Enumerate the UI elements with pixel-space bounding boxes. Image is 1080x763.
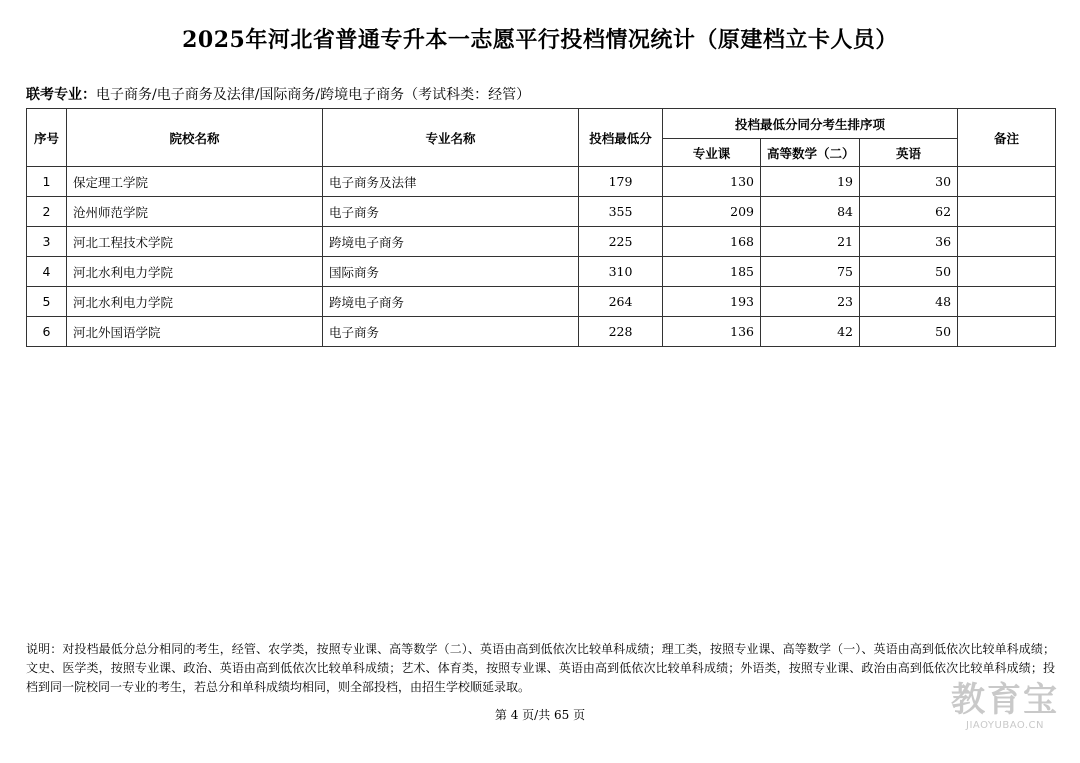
header-math: 高等数学（二） <box>761 139 860 167</box>
header-english: 英语 <box>860 139 958 167</box>
cell-major: 跨境电子商务 <box>323 287 579 317</box>
header-professional: 专业课 <box>663 139 761 167</box>
cell-remarks <box>958 167 1056 197</box>
cell-professional: 168 <box>663 227 761 257</box>
header-min-score: 投档最低分 <box>579 109 663 167</box>
cell-math: 42 <box>761 317 860 347</box>
cell-professional: 193 <box>663 287 761 317</box>
admission-table <box>26 108 1056 347</box>
cell-index: 1 <box>27 167 67 197</box>
cell-professional: 130 <box>663 167 761 197</box>
cell-professional: 136 <box>663 317 761 347</box>
table-row <box>27 197 1056 227</box>
cell-school: 沧州师范学院 <box>67 197 323 227</box>
table-row <box>27 227 1056 257</box>
page-title: 2025年河北省普通专升本一志愿平行投档情况统计（原建档立卡人员） <box>182 27 898 53</box>
subject-value: 电子商务/电子商务及法律/国际商务/跨境电子商务（考试科类：经管） <box>96 87 531 103</box>
cell-major: 电子商务 <box>323 317 579 347</box>
cell-school: 保定理工学院 <box>67 167 323 197</box>
cell-school: 河北外国语学院 <box>67 317 323 347</box>
watermark-main: 教育宝 <box>951 680 1059 720</box>
cell-index: 4 <box>27 257 67 287</box>
cell-remarks <box>958 197 1056 227</box>
cell-major: 电子商务及法律 <box>323 167 579 197</box>
cell-index: 6 <box>27 317 67 347</box>
header-school: 院校名称 <box>67 109 323 167</box>
watermark-sub: JIAOYUBAO.CN <box>966 720 1044 731</box>
page-number: 第 4 页/共 65 页 <box>494 708 586 722</box>
cell-major: 国际商务 <box>323 257 579 287</box>
cell-major: 跨境电子商务 <box>323 227 579 257</box>
header-tie-group: 投档最低分同分考生排序项 <box>663 109 958 139</box>
cell-english: 48 <box>860 287 958 317</box>
cell-math: 19 <box>761 167 860 197</box>
watermark-logo <box>945 680 1065 732</box>
subject-label: 联考专业： <box>26 87 96 103</box>
cell-min-score: 228 <box>579 317 663 347</box>
cell-professional: 185 <box>663 257 761 287</box>
cell-math: 21 <box>761 227 860 257</box>
header-index: 序号 <box>27 109 67 167</box>
cell-min-score: 355 <box>579 197 663 227</box>
cell-english: 50 <box>860 317 958 347</box>
header-major: 专业名称 <box>323 109 579 167</box>
explanation-note: 说明：对投档最低分总分相同的考生，经管、农学类，按照专业课、高等数学（二）、英语由高到低依次比较单科成绩；理工类，按照专业课、高等数学（一）、英语由高到低依次比较单科成绩；文史、医学类，按照专业课、政治、英语由高到低依次比较单科成绩；艺术、体育类，按照专业课、英语由高到低依次比较单科成绩；外语类，按照专业课、政治由高到低依次比较单科成绩；投档到同一院校同一专业的考生，若总分和单科成绩均相同，则全部投档，由招生学校顺延录取。 <box>26 642 1055 694</box>
cell-min-score: 264 <box>579 287 663 317</box>
cell-major: 电子商务 <box>323 197 579 227</box>
cell-english: 30 <box>860 167 958 197</box>
cell-index: 2 <box>27 197 67 227</box>
cell-professional: 209 <box>663 197 761 227</box>
cell-index: 3 <box>27 227 67 257</box>
cell-school: 河北水利电力学院 <box>67 287 323 317</box>
cell-remarks <box>958 317 1056 347</box>
table-row <box>27 287 1056 317</box>
cell-math: 23 <box>761 287 860 317</box>
cell-remarks <box>958 227 1056 257</box>
cell-min-score: 179 <box>579 167 663 197</box>
cell-index: 5 <box>27 287 67 317</box>
cell-math: 75 <box>761 257 860 287</box>
cell-remarks <box>958 287 1056 317</box>
cell-english: 50 <box>860 257 958 287</box>
table-row <box>27 257 1056 287</box>
cell-min-score: 310 <box>579 257 663 287</box>
cell-math: 84 <box>761 197 860 227</box>
header-remarks: 备注 <box>958 109 1056 167</box>
cell-remarks <box>958 257 1056 287</box>
subject-line <box>26 84 530 104</box>
cell-school: 河北工程技术学院 <box>67 227 323 257</box>
table-body <box>27 167 1056 347</box>
cell-english: 36 <box>860 227 958 257</box>
cell-school: 河北水利电力学院 <box>67 257 323 287</box>
cell-min-score: 225 <box>579 227 663 257</box>
table-row <box>27 167 1056 197</box>
cell-english: 62 <box>860 197 958 227</box>
table-row <box>27 317 1056 347</box>
